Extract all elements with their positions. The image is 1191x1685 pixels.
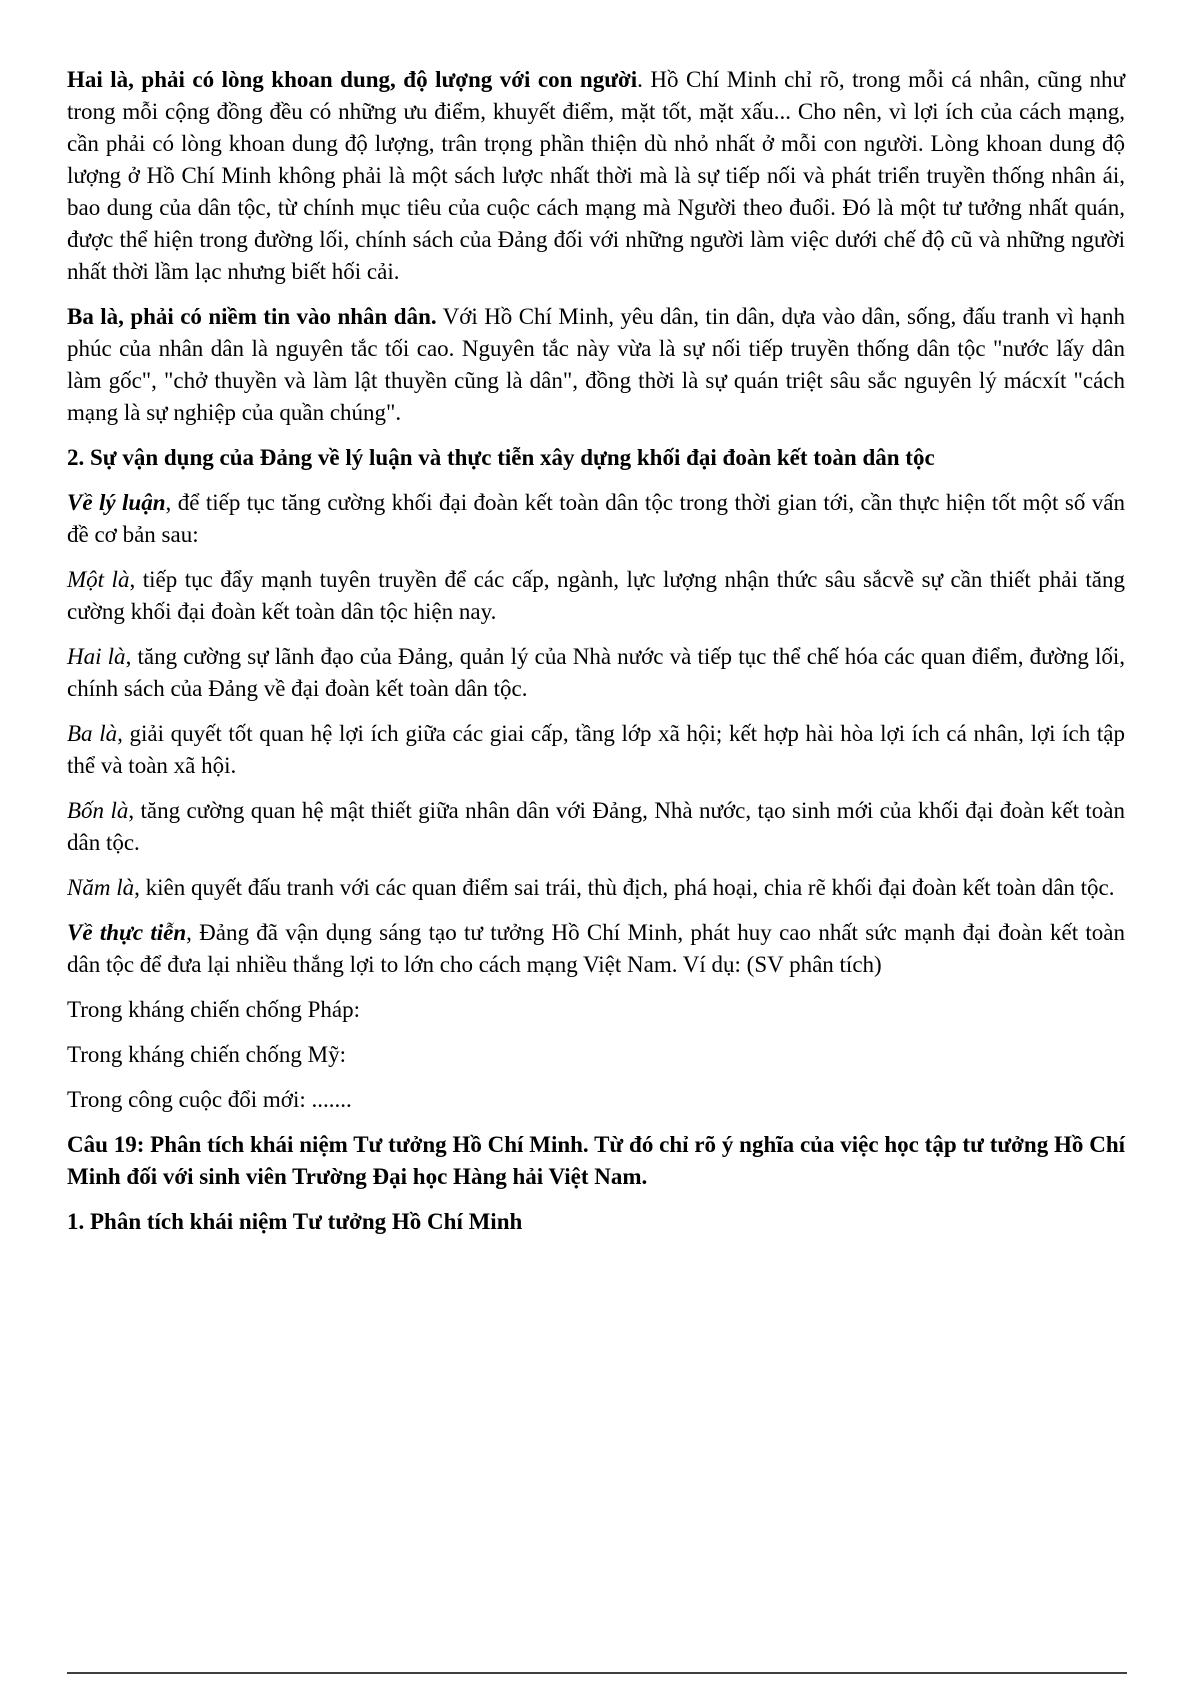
section-heading	[67, 442, 1125, 474]
paragraph	[67, 994, 1125, 1026]
section-heading	[67, 1206, 1125, 1238]
text-segment: Năm là	[67, 875, 135, 900]
text-segment: Hai là, phải có lòng khoan dung, độ lượng với con người	[67, 67, 638, 92]
text-segment: Trong công cuộc đổi mới: .......	[67, 1087, 352, 1112]
text-segment: Về lý luận	[67, 490, 166, 515]
text-segment: Ba là,	[67, 721, 123, 746]
text-segment: . Hồ Chí Minh chỉ rõ, trong mỗi cá nhân, cũng như trong mỗi cộng đồng đều có những ưu điểm, khuyết điểm, mặt tốt, mặt xấu... Cho nên, vì lợi ích của cách mạng, cần phải có lòng khoan dung độ lượng, trân trọng phần thiện dù nhỏ nhất ở mỗi con người. Lòng khoan dung độ lượng ở Hồ Chí Minh không phải là một sách lược nhất thời mà là sự tiếp nối và phát triển truyền thống nhân ái, bao dung của dân tộc, từ chính mục tiêu của cuộc cách mạng mà Người theo đuổi. Đó là một tư tưởng nhất quán, được thể hiện trong đường lối, chính sách của Đảng đối với những người làm việc dưới chế độ cũ và những người nhất thời lầm lạc nhưng biết hối cải.	[67, 67, 1125, 284]
section-heading	[67, 1129, 1125, 1193]
text-segment: Một là	[67, 567, 130, 592]
text-segment: 2. Sự vận dụng của Đảng về lý luận và thực tiễn xây dựng khối đại đoàn kết toàn dân tộc	[67, 445, 935, 470]
text-segment: Trong kháng chiến chống Mỹ:	[67, 1042, 346, 1067]
paragraph	[67, 795, 1125, 859]
paragraph	[67, 917, 1125, 981]
text-segment: Ba là, phải có niềm tin vào nhân dân.	[67, 304, 437, 329]
text-segment: Hai là	[67, 644, 126, 669]
text-segment: , Đảng đã vận dụng sáng tạo tư tưởng Hồ Chí Minh, phát huy cao nhất sức mạnh đại đoàn kết toàn dân tộc để đưa lại nhiều thắng lợi to lớn cho cách mạng Việt Nam. Ví dụ: (SV phân tích)	[67, 920, 1125, 977]
paragraph	[67, 1039, 1125, 1071]
text-segment: , để tiếp tục tăng cường khối đại đoàn kết toàn dân tộc trong thời gian tới, cần thực hiện tốt một số vấn đề cơ bản sau:	[67, 490, 1125, 547]
text-segment: Với Hồ Chí Minh, yêu dân, tin dân, dựa vào dân, sống, đấu tranh vì hạnh phúc của nhân dân là nguyên tắc tối cao. Nguyên tắc này vừa là sự nối tiếp truyền thống dân tộc "nước lấy dân làm gốc", "chở thuyền và làm lật thuyền cũng là dân", đồng thời là sự quán triệt sâu sắc nguyên lý mácxít "cách mạng là sự nghiệp của quần chúng".	[67, 304, 1125, 425]
paragraph	[67, 1084, 1125, 1116]
paragraph	[67, 718, 1125, 782]
text-segment: , tăng cường quan hệ mật thiết giữa nhân dân với Đảng, Nhà nước, tạo sinh mới của khối đại đoàn kết toàn dân tộc.	[67, 798, 1125, 855]
text-segment: giải quyết tốt quan hệ lợi ích giữa các giai cấp, tầng lớp xã hội; kết hợp hài hòa lợi ích cá nhân, lợi ích tập thể và toàn xã hội.	[67, 721, 1125, 778]
paragraph	[67, 64, 1125, 288]
paragraph	[67, 564, 1125, 628]
paragraph	[67, 872, 1125, 904]
text-segment: Câu 19: Phân tích khái niệm Tư tưởng Hồ Chí Minh. Từ đó chỉ rõ ý nghĩa của việc học tập tư tưởng Hồ Chí Minh đối với sinh viên Trường Đại học Hàng hải Việt Nam.	[67, 1132, 1125, 1189]
paragraph	[67, 487, 1125, 551]
text-segment: , kiên quyết đấu tranh với các quan điểm sai trái, thù địch, phá hoại, chia rẽ khối đại đoàn kết toàn dân tộc.	[134, 875, 1115, 900]
text-segment: , tăng cường sự lãnh đạo của Đảng, quản lý của Nhà nước và tiếp tục thể chế hóa các quan điểm, đường lối, chính sách của Đảng về đại đoàn kết toàn dân tộc.	[67, 644, 1126, 701]
text-segment: , tiếp tục đẩy mạnh tuyên truyền để các cấp, ngành, lực lượng nhận thức sâu sắcvề sự cần thiết phải tăng cường khối đại đoàn kết toàn dân tộc hiện nay.	[67, 567, 1125, 624]
paragraph	[67, 301, 1125, 429]
paragraph	[67, 641, 1125, 705]
text-segment: Về thực tiễn	[67, 920, 187, 945]
document-body	[67, 64, 1125, 1238]
text-segment: Trong kháng chiến chống Pháp:	[67, 997, 361, 1022]
text-segment: 1. Phân tích khái niệm Tư tưởng Hồ Chí Minh	[67, 1209, 523, 1234]
text-segment: Bốn là	[67, 798, 129, 823]
page-bottom-rule	[67, 1672, 1127, 1674]
